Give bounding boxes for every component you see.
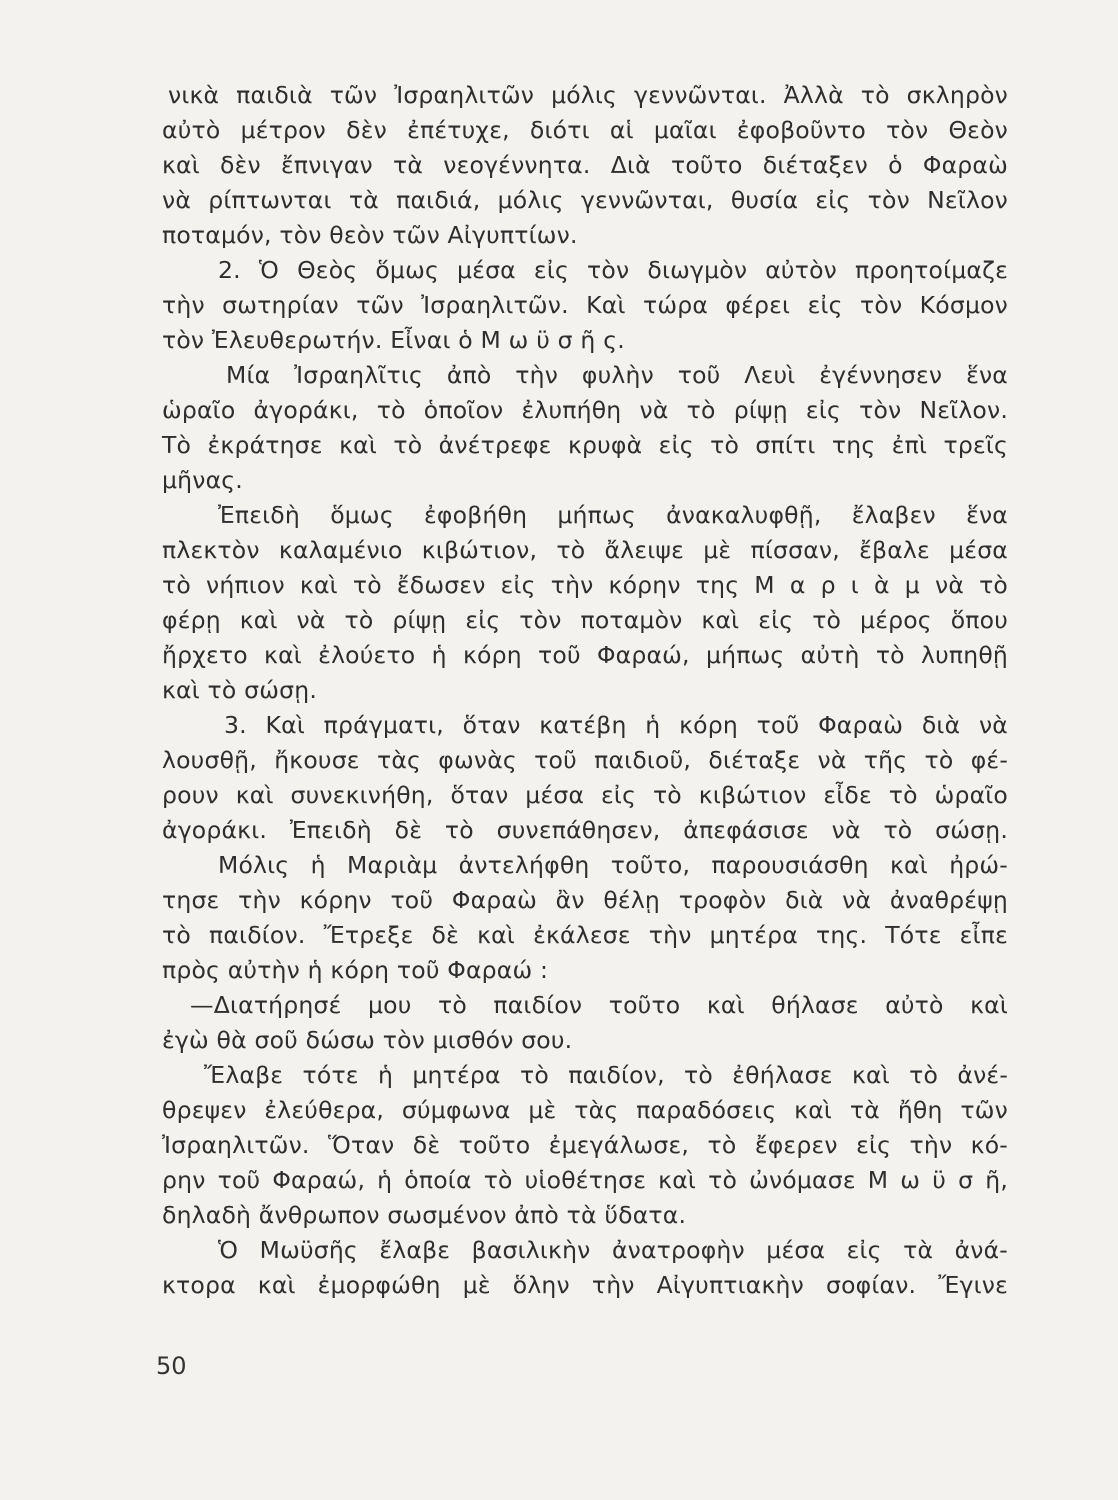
text-line: δηλαδὴ ἄνθρωπον σωσμένον ἀπὸ τὰ ὕδατα.	[162, 1201, 687, 1229]
text-line: μῆνας.	[162, 466, 243, 494]
text-line: λουσθῇ, ἤκουσε τὰς φωνὰς τοῦ παιδιοῦ, διέταξε νὰ τῆς τὸ φέ-	[162, 746, 1008, 774]
text-line: θρεψεν ἐλεύθερα, σύμφωνα μὲ τὰς παραδόσεις καὶ τὰ ἤθη τῶν	[162, 1096, 1008, 1124]
text-line: τὸ νήπιον καὶ τὸ ἔδωσεν εἰς τὴν κόρην της Μ α ρ ι ὰ μ νὰ τὸ	[162, 571, 1008, 599]
paragraph-start-line: 3. Καὶ πράγματι, ὅταν κατέβη ἡ κόρη τοῦ Φαραὼ διὰ νὰ	[224, 711, 1008, 739]
text-line: πρὸς αὐτὴν ἡ κόρη τοῦ Φαραώ :	[162, 956, 549, 984]
paragraph-start-line: Ἔλαβε τότε ἡ μητέρα τὸ παιδίον, τὸ ἐθήλασε καὶ τὸ ἀνέ-	[204, 1061, 1008, 1089]
text-line: ποταμόν, τὸν θεὸν τῶν Αἰγυπτίων.	[162, 221, 578, 249]
paragraph-start-line: 2. Ὁ Θεὸς ὅμως μέσα εἰς τὸν διωγμὸν αὐτὸν προητοίμαζε	[218, 256, 1008, 284]
text-line: τὴν σωτηρίαν τῶν Ἰσραηλιτῶν. Καὶ τώρα φέρει εἰς τὸν Κόσμον	[162, 291, 1008, 319]
paragraph-start-line: Ὁ Μωϋσῆς ἔλαβε βασιλικὴν ἀνατροφὴν μέσα εἰς τὰ ἀνά-	[218, 1236, 1008, 1264]
text-line: ρην τοῦ Φαραώ, ἡ ὁποία τὸ υἱοθέτησε καὶ τὸ ὠνόμασε Μ ω ϋ σ ῆ,	[162, 1166, 1008, 1194]
text-line: καὶ δὲν ἔπνιγαν τὰ νεογέννητα. Διὰ τοῦτο διέταξεν ὁ Φαραὼ	[162, 151, 1008, 179]
text-line: αὐτὸ μέτρον δὲν ἐπέτυχε, διότι αἱ μαῖαι ἐφοβοῦντο τὸν Θεὸν	[162, 116, 1008, 144]
body-text	[162, 78, 1008, 1303]
text-line: τὸ παιδίον. Ἔτρεξε δὲ καὶ ἐκάλεσε τὴν μητέρα της. Τότε εἶπε	[162, 921, 1008, 949]
text-line: τησε τὴν κόρην τοῦ Φαραὼ ἂν θέλῃ τροφὸν διὰ νὰ ἀναθρέψῃ	[162, 886, 1008, 914]
text-line: ἀγοράκι. Ἐπειδὴ δὲ τὸ συνεπάθησεν, ἀπεφάσισε νὰ τὸ σώσῃ.	[162, 816, 1008, 844]
text-line: νὰ ρίπτωνται τὰ παιδιά, μόλις γεννῶνται, θυσία εἰς τὸν Νεῖλον	[162, 186, 1008, 214]
text-line: πλεκτὸν καλαμένιο κιβώτιον, τὸ ἄλειψε μὲ πίσσαν, ἔβαλε μέσα	[162, 536, 1008, 564]
text-line: Τὸ ἐκράτησε καὶ τὸ ἀνέτρεφε κρυφὰ εἰς τὸ σπίτι της ἐπὶ τρεῖς	[162, 431, 1008, 459]
text-line: ἐγὼ θὰ σοῦ δώσω τὸν μισθόν σου.	[162, 1026, 573, 1054]
text-line: νικὰ παιδιὰ τῶν Ἰσραηλιτῶν μόλις γεννῶνται. Ἀλλὰ τὸ σκληρὸν	[168, 81, 1008, 109]
paragraph-start-line: Ἐπειδὴ ὅμως ἐφοβήθη μήπως ἀνακαλυφθῇ, ἔλαβεν ἕνα	[218, 501, 1008, 529]
text-line: Ἰσραηλιτῶν. Ὅταν δὲ τοῦτο ἐμεγάλωσε, τὸ ἔφερεν εἰς τὴν κό-	[162, 1131, 1008, 1159]
text-line: κτορα καὶ ἐμορφώθη μὲ ὅλην τὴν Αἰγυπτιακὴν σοφίαν. Ἔγινε	[162, 1271, 1008, 1299]
paragraph-start-line: Μόλις ἡ Μαριὰμ ἀντελήφθη τοῦτο, παρουσιάσθη καὶ ἠρώ-	[218, 851, 1008, 879]
text-line: φέρῃ καὶ νὰ τὸ ρίψῃ εἰς τὸν ποταμὸν καὶ εἰς τὸ μέρος ὅπου	[162, 606, 1008, 634]
text-line: καὶ τὸ σώσῃ.	[162, 676, 317, 704]
dialogue-line: —Διατήρησέ μου τὸ παιδίον τοῦτο καὶ θήλασε αὐτὸ καὶ	[190, 991, 1008, 1019]
text-line: ρουν καὶ συνεκινήθη, ὅταν μέσα εἰς τὸ κιβώτιον εἶδε τὸ ὡραῖο	[162, 781, 1008, 809]
text-line: ὡραῖο ἀγοράκι, τὸ ὁποῖον ἐλυπήθη νὰ τὸ ρίψῃ εἰς τὸν Νεῖλον.	[162, 396, 1008, 424]
text-line: τὸν Ἐλευθερωτήν. Εἶναι ὁ Μ ω ϋ σ ῆ ς.	[162, 326, 625, 354]
page-number: 50	[156, 1352, 187, 1380]
text-line: ἤρχετο καὶ ἐλούετο ἡ κόρη τοῦ Φαραώ, μήπως αὐτὴ τὸ λυπηθῇ	[162, 641, 1008, 669]
paragraph-start-line: Μία Ἰσραηλῖτις ἀπὸ τὴν φυλὴν τοῦ Λευὶ ἐγέννησεν ἕνα	[226, 361, 1008, 389]
